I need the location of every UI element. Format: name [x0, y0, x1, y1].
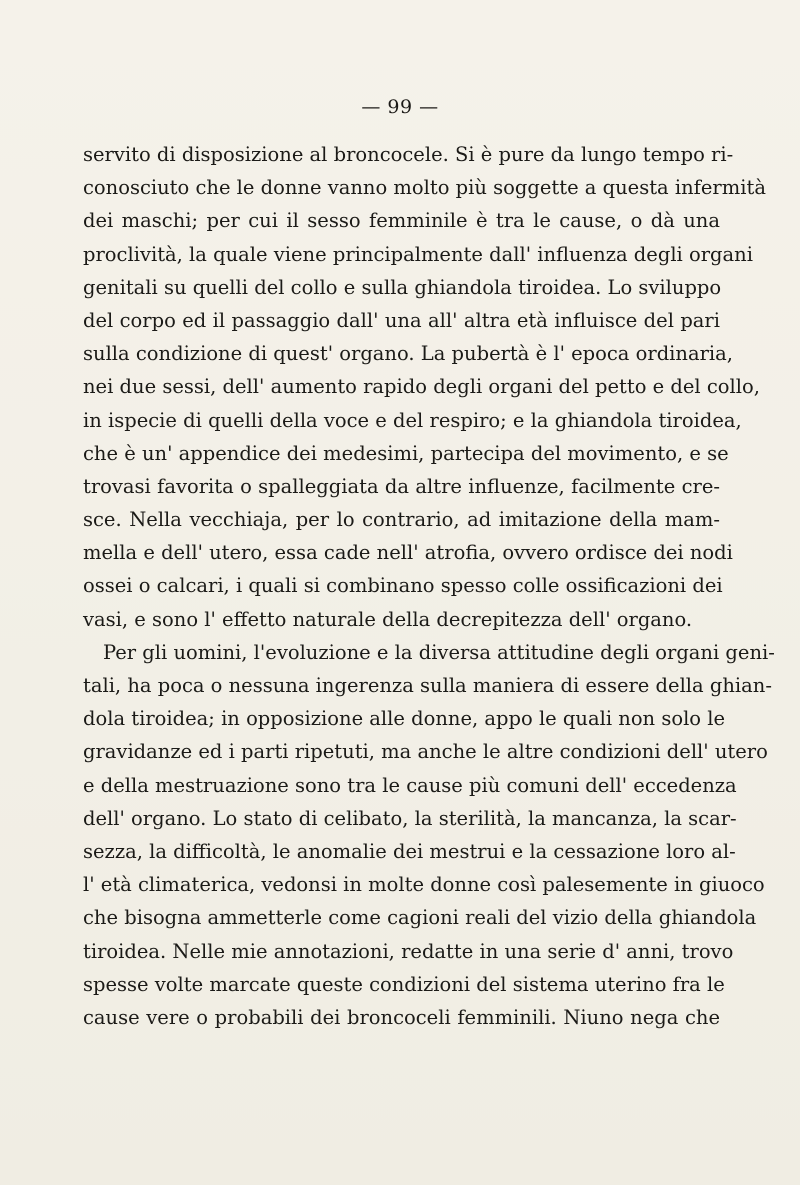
text-line: sulla condizione di quest' organo. La pubertà è l' epoca ordinaria,: [83, 342, 733, 366]
text-line: mella e dell' utero, essa cade nell' atrofia, ovvero ordisce dei nodi: [83, 541, 733, 565]
text-line: che è un' appendice dei medesimi, partecipa del movimento, e se: [83, 441, 729, 465]
page-number: — 99 —: [361, 96, 439, 118]
text-line: genitali su quelli del collo e sulla ghiandola tiroidea. Lo sviluppo: [83, 275, 722, 299]
body-text: [83, 138, 775, 1034]
text-line: dola tiroidea; in opposizione alle donne, appo le quali non solo le: [83, 707, 726, 731]
paragraph: [83, 636, 775, 1034]
text-line: sce. Nella vecchiaja, per lo contrario, ad imitazione della mam-: [83, 508, 720, 532]
text-line: proclività, la quale viene principalmente dall' influenza degli organi: [83, 242, 753, 266]
text-line: nei due sessi, dell' aumento rapido degli organi del petto e del collo,: [83, 375, 760, 399]
text-line: spesse volte marcate queste condizioni del sistema uterino fra le: [83, 972, 725, 996]
text-line: l' età climaterica, vedonsi in molte donne così palesemente in giuoco: [83, 873, 765, 897]
text-line: vasi, e sono l' effetto naturale della decrepitezza dell' organo.: [83, 607, 693, 631]
text-line: trovasi favorita o spalleggiata da altre influenze, facilmente cre-: [83, 474, 720, 498]
text-line: conosciuto che le donne vanno molto più soggette a questa infermità: [83, 176, 766, 200]
paragraph: [83, 138, 766, 636]
text-line: in ispecie di quelli della voce e del respiro; e la ghiandola tiroidea,: [83, 408, 742, 432]
text-line: Per gli uomini, l'evoluzione e la diversa attitudine degli organi geni-: [103, 640, 775, 664]
text-line: tiroidea. Nelle mie annotazioni, redatte in una serie d' anni, trovo: [83, 939, 734, 963]
text-line: ossei o calcari, i quali si combinano spesso colle ossificazioni dei: [83, 574, 723, 598]
text-line: gravidanze ed i parti ripetuti, ma anche le altre condizioni dell' utero: [83, 740, 768, 764]
text-line: del corpo ed il passaggio dall' una all' altra età influisce del pari: [83, 308, 720, 332]
text-line: tali, ha poca o nessuna ingerenza sulla maniera di essere della ghian-: [83, 674, 772, 697]
text-line: dei maschi; per cui il sesso femminile è tra le cause, o dà una: [83, 209, 720, 233]
text-line: cause vere o probabili dei broncoceli femminili. Niuno nega che: [83, 1005, 720, 1029]
text-line: sezza, la difficoltà, le anomalie dei mestrui e la cessazione loro al-: [83, 839, 736, 863]
text-line: dell' organo. Lo stato di celibato, la sterilità, la mancanza, la scar-: [83, 806, 737, 830]
text-line: e della mestruazione sono tra le cause più comuni dell' eccedenza: [83, 773, 737, 797]
text-line: che bisogna ammetterle come cagioni reali del vizio della ghiandola: [83, 906, 757, 930]
text-line: servito di disposizione al broncocele. Si è pure da lungo tempo ri-: [83, 143, 734, 166]
